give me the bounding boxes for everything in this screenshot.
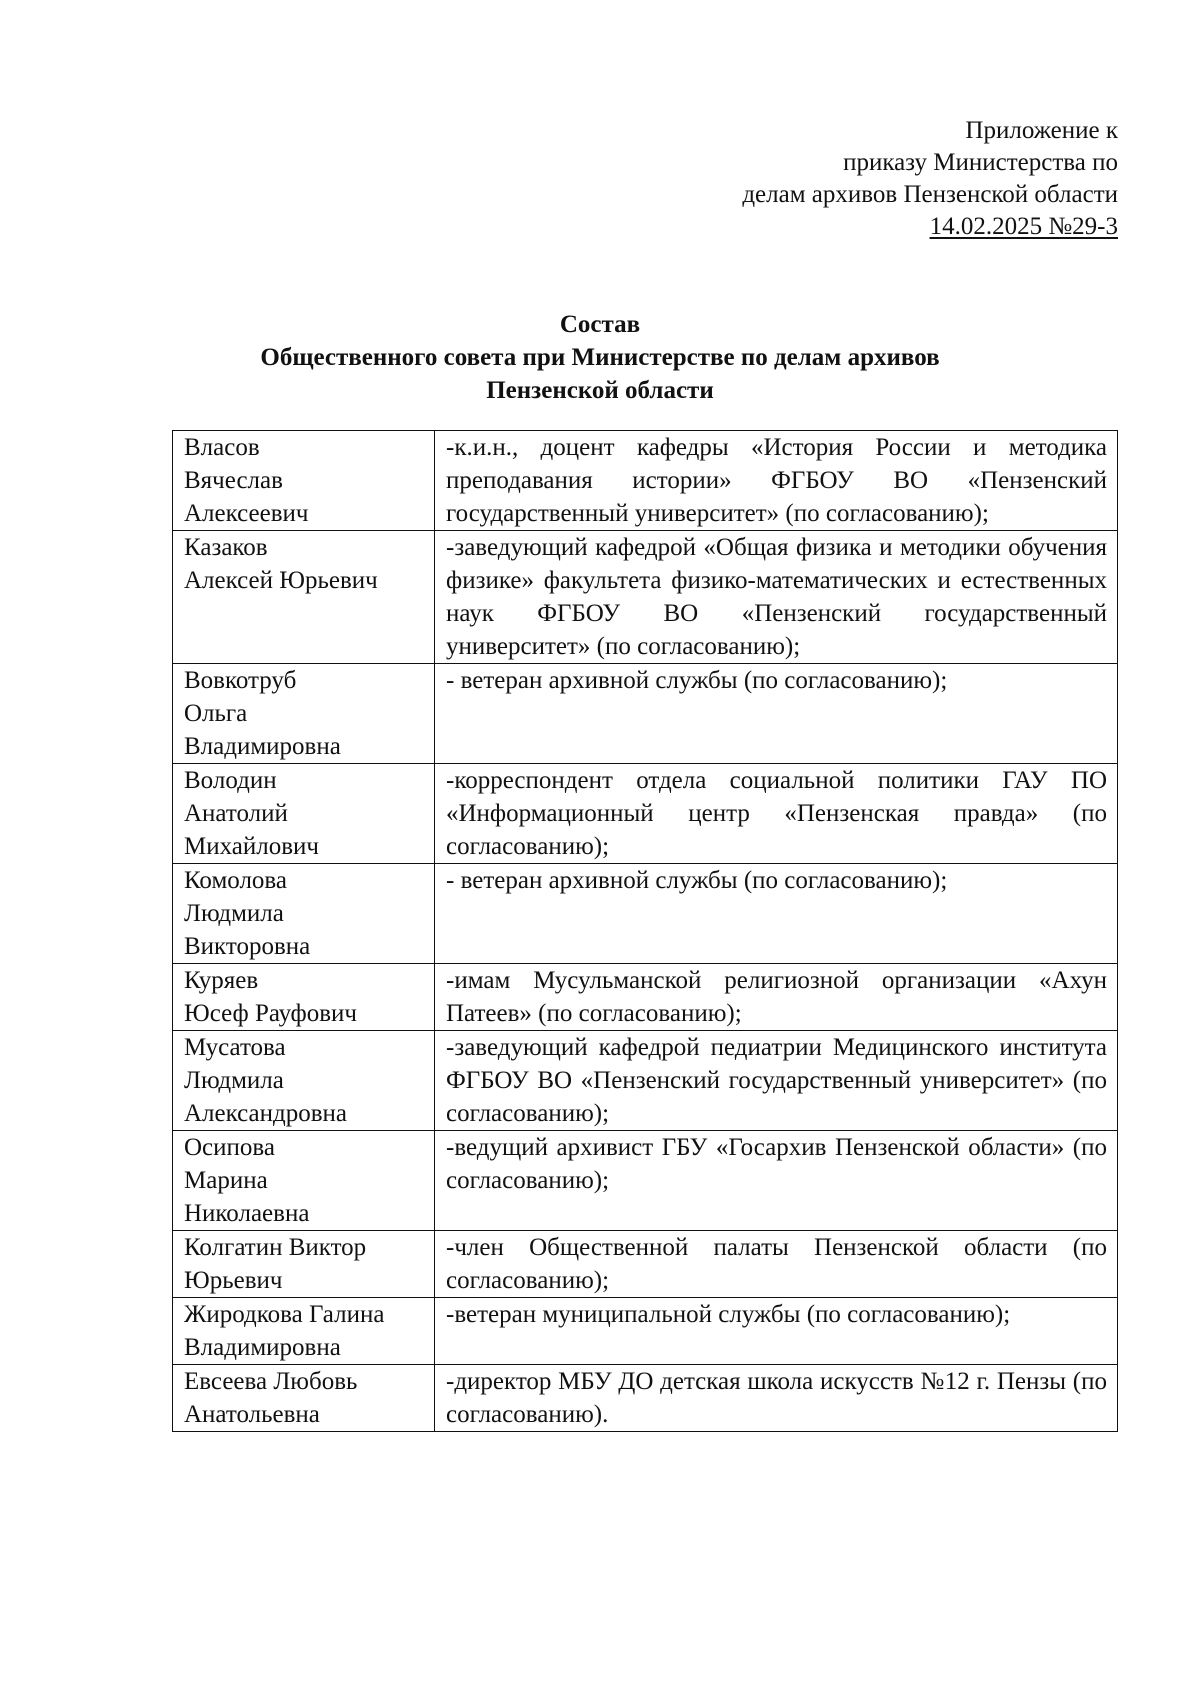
member-name-line: Людмила xyxy=(184,900,284,927)
member-name-cell xyxy=(173,764,435,864)
member-name-cell xyxy=(173,1131,435,1231)
member-role-text: -заведующий кафедрой педиатрии Медицинского института ФГБОУ ВО «Пензенский государственный университет» (по согласованию); xyxy=(446,1034,1107,1127)
appendix-line: приказу Министерства по xyxy=(843,149,1118,176)
member-role-cell xyxy=(435,964,1118,1031)
member-name-line: Мусатова xyxy=(184,1034,286,1061)
member-role-cell xyxy=(435,764,1118,864)
member-name-line: Колгатин Виктор xyxy=(184,1234,367,1261)
member-name-cell xyxy=(173,1031,435,1131)
member-name-cell xyxy=(173,431,435,531)
member-role-cell xyxy=(435,1031,1118,1131)
member-row xyxy=(173,964,1118,1031)
document-title xyxy=(0,308,1200,407)
member-name-line: Викторовна xyxy=(184,933,311,960)
title-line: Состав xyxy=(559,311,641,338)
member-role-text: -имам Мусульманской религиозной организации «Ахун Патеев» (по согласованию); xyxy=(446,967,1107,1027)
member-name-line: Марина xyxy=(184,1167,268,1194)
appendix-header xyxy=(742,115,1118,243)
member-role-cell xyxy=(435,664,1118,764)
member-name-line: Алексеевич xyxy=(184,500,309,527)
member-name-line: Анатольевна xyxy=(184,1401,320,1428)
member-name-line: Евсеева Любовь xyxy=(184,1368,358,1395)
member-name-line: Володин xyxy=(184,767,277,794)
title-line: Пензенской области xyxy=(486,377,714,404)
member-row xyxy=(173,664,1118,764)
member-role-text: -член Общественной палаты Пензенской области (по согласованию); xyxy=(446,1234,1107,1294)
member-name-line: Вячеслав xyxy=(184,467,283,494)
member-name-line: Ольга xyxy=(184,700,248,727)
appendix-line: Приложение к xyxy=(965,117,1118,144)
member-name-line: Жиродкова Галина xyxy=(184,1301,385,1328)
member-row xyxy=(173,1131,1118,1231)
member-role-cell xyxy=(435,864,1118,964)
member-row xyxy=(173,431,1118,531)
member-row xyxy=(173,1231,1118,1298)
member-role-cell xyxy=(435,431,1118,531)
member-name-line: Юсеф Рауфович xyxy=(184,1000,358,1027)
member-name-line: Комолова xyxy=(184,867,287,894)
member-name-line: Александровна xyxy=(184,1100,348,1127)
member-role-cell xyxy=(435,531,1118,664)
members-table-body xyxy=(173,431,1118,1432)
member-name-line: Владимировна xyxy=(184,1334,341,1361)
member-role-cell xyxy=(435,1365,1118,1432)
member-role-text: -заведующий кафедрой «Общая физика и методики обучения физике» факультета физико-математических и естественных наук ФГБОУ ВО «Пензенский государственный университет» (по согласованию); xyxy=(446,534,1107,660)
member-name-cell xyxy=(173,531,435,664)
member-name-cell xyxy=(173,864,435,964)
member-row xyxy=(173,1365,1118,1432)
members-table xyxy=(172,430,1118,1432)
member-name-cell xyxy=(173,1231,435,1298)
member-name-line: Анатолий xyxy=(184,800,288,827)
member-name-line: Власов xyxy=(184,434,260,461)
member-role-text: -ветеран муниципальной службы (по согласованию); xyxy=(446,1301,1011,1328)
member-name-line: Людмила xyxy=(184,1067,284,1094)
member-role-cell xyxy=(435,1131,1118,1231)
member-role-text: -ведущий архивист ГБУ «Госархив Пензенской области» (по согласованию); xyxy=(446,1134,1107,1194)
title-line: Общественного совета при Министерстве по делам архивов xyxy=(260,344,940,371)
member-name-line: Николаевна xyxy=(184,1200,310,1227)
member-name-line: Казаков xyxy=(184,534,268,561)
member-role-cell xyxy=(435,1298,1118,1365)
member-name-line: Куряев xyxy=(184,967,259,994)
member-name-cell xyxy=(173,1298,435,1365)
member-name-cell xyxy=(173,964,435,1031)
member-name-line: Владимировна xyxy=(184,733,341,760)
member-name-line: Юрьевич xyxy=(184,1267,283,1294)
member-role-cell xyxy=(435,1231,1118,1298)
order-date-number: 14.02.2025 №29-3 xyxy=(929,213,1118,240)
member-role-text: - ветеран архивной службы (по согласованию); xyxy=(446,867,948,894)
member-row xyxy=(173,531,1118,664)
member-role-text: - ветеран архивной службы (по согласованию); xyxy=(446,667,948,694)
member-name-cell xyxy=(173,1365,435,1432)
member-row xyxy=(173,1298,1118,1365)
appendix-line: делам архивов Пензенской области xyxy=(742,181,1118,208)
member-row xyxy=(173,1031,1118,1131)
member-name-line: Алексей Юрьевич xyxy=(184,567,378,594)
member-name-cell xyxy=(173,664,435,764)
member-row xyxy=(173,764,1118,864)
member-role-text: -корреспондент отдела социальной политики ГАУ ПО «Информационный центр «Пензенская правда» (по согласованию); xyxy=(446,767,1107,860)
member-row xyxy=(173,864,1118,964)
member-role-text: -директор МБУ ДО детская школа искусств №12 г. Пензы (по согласованию). xyxy=(446,1368,1107,1428)
member-name-line: Осипова xyxy=(184,1134,275,1161)
member-name-line: Вовкотруб xyxy=(184,667,297,694)
member-name-line: Михайлович xyxy=(184,833,319,860)
member-role-text: -к.и.н., доцент кафедры «История России и методика преподавания истории» ФГБОУ ВО «Пензенский государственный университет» (по согласованию); xyxy=(446,434,1107,527)
